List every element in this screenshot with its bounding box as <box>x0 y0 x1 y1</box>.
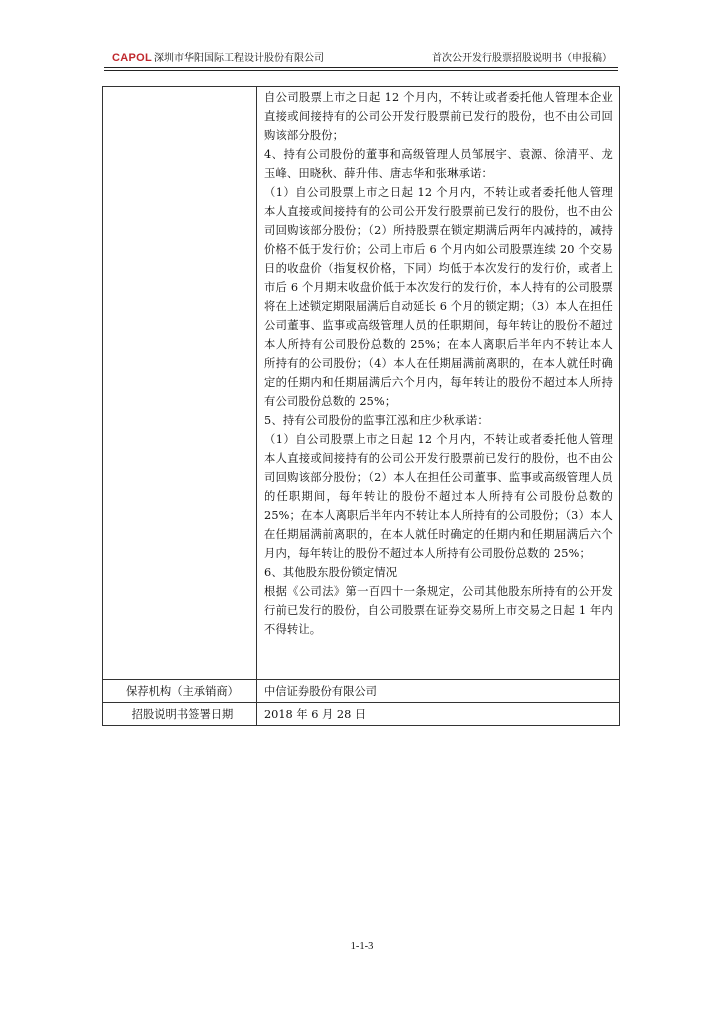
sponsor-label: 保荐机构（主承销商） <box>103 680 257 703</box>
page-header <box>104 50 618 68</box>
header-rule <box>104 70 618 71</box>
table-row-date <box>103 703 620 726</box>
company-logo: CAPOL <box>112 52 152 64</box>
document-title: 首次公开发行股票招股说明书（申报稿） <box>432 53 612 64</box>
lockup-commitments-cell <box>257 87 620 680</box>
empty-label-cell <box>103 87 257 680</box>
commitment-paragraph: 4、持有公司股份的董事和高级管理人员邹展宇、袁源、徐清平、龙玉峰、田晓秋、薛升伟、唐志华和张琳承诺： <box>264 148 613 180</box>
commitment-paragraph: 自公司股票上市之日起 12 个月内，不转让或者委托他人管理本企业直接或间接持有的公司公开发行股票前已发行的股份，也不由公司回购该部分股份； <box>264 91 613 142</box>
summary-table <box>102 86 620 726</box>
page-number: 1-1-3 <box>350 941 374 952</box>
signing-date-label: 招股说明书签署日期 <box>103 703 257 726</box>
commitment-paragraph: 6、其他股东股份锁定情况 <box>264 566 398 579</box>
commitment-paragraph: （1）自公司股票上市之日起 12 个月内，不转让或者委托他人管理本人直接或间接持有的公司公开发行股票前已发行的股份，也不由公司回购该部分股份；（2）所持股票在锁定期满后两年内减持的，减持价格不低于发行价；公司上市后 6 个月内如公司股票连续 20 个交易日的收盘价（指复权价格，下同）均低于本次发行的发行价，或者上市后 6 个月期末收盘价低于本次发行的发行价，本人持有的公司股票将在上述锁定期限届满后自动延长 6 个月的锁定期；（3）本人在担任公司董事、监事或高级管理人员的任职期间，每年转让的股份不超过本人所持有公司股份总数的 25%；在本人离职后半年内不转让本人所持有的公司股份；（4）本人在任期届满前离职的，在本人就任时确定的任期内和任期届满后六个月内，每年转让的股份不超过本人所持有公司股份总数的 25%； <box>264 186 613 408</box>
signing-date-value: 2018 年 6 月 28 日 <box>257 703 620 726</box>
commitment-paragraph: 5、持有公司股份的监事江泓和庄少秋承诺： <box>264 414 489 427</box>
table-row-sponsor <box>103 680 620 703</box>
commitment-paragraph: （1）自公司股票上市之日起 12 个月内，不转让或者委托他人管理本人直接或间接持有的公司公开发行股票前已发行的股份，也不由公司回购该部分股份；（2）本人在担任公司董事、监事或高级管理人员的任职期间，每年转让的股份不超过本人所持有公司股份总数的 25%；在本人离职后半年内不转让本人所持有的公司股份；（3）本人在任期届满前离职的，在本人就任时确定的任期内和任期届满后六个月内，每年转让的股份不超过本人所持有公司股份总数的 25%； <box>264 433 613 560</box>
sponsor-value: 中信证券股份有限公司 <box>257 680 620 703</box>
table-row-lockup <box>103 87 620 680</box>
commitment-paragraph: 根据《公司法》第一百四十一条规定，公司其他股东所持有的公开发行前已发行的股份，自公司股票在证券交易所上市交易之日起 1 年内不得转让。 <box>264 585 613 636</box>
company-name: 深圳市华阳国际工程设计股份有限公司 <box>154 53 324 64</box>
